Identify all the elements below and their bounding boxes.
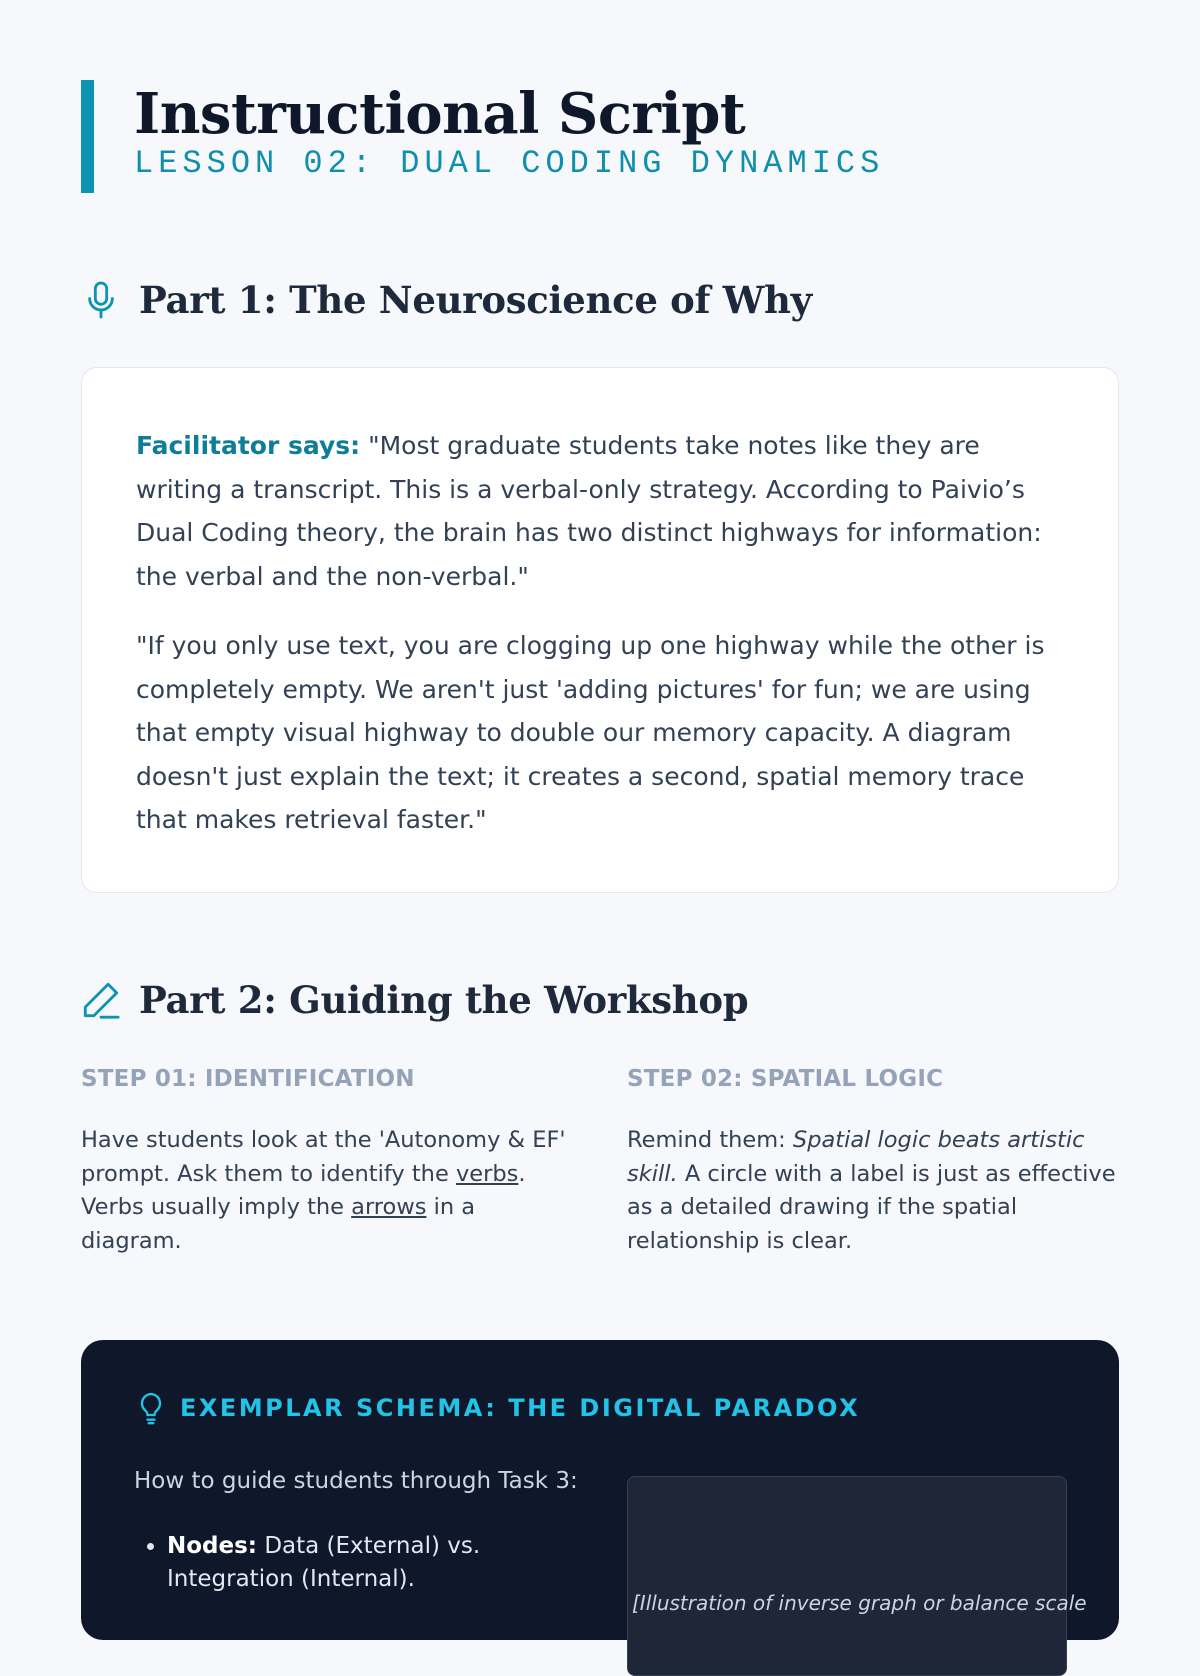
facilitator-paragraph-1	[136, 424, 1064, 598]
pencil-icon	[81, 978, 121, 1022]
lesson-subtitle: LESSON 02: DUAL CODING DYNAMICS	[134, 145, 885, 182]
part1-title: Part 1: The Neuroscience of Why	[139, 278, 812, 322]
illustration-caption: [Illustration of inverse graph or balance scale	[632, 1591, 1087, 1615]
step2-text: Remind them: Spatial logic beats artistic skill. A circle with a label is just as effective as a detailed drawing if the spatial relationship is clear.	[627, 1127, 1116, 1254]
step2-heading: STEP 02: SPATIAL LOGIC	[627, 1066, 944, 1092]
exemplar-title: EXEMPLAR SCHEMA: THE DIGITAL PARADOX	[180, 1394, 861, 1422]
step1-heading: STEP 01: IDENTIFICATION	[81, 1066, 415, 1092]
microphone-icon	[81, 278, 121, 322]
step-spatial-logic	[627, 1066, 1117, 1258]
verbs-underline: verbs	[455, 1160, 519, 1187]
exemplar-intro: How to guide students through Task 3:	[134, 1468, 578, 1494]
exemplar-bullets	[167, 1530, 597, 1596]
arrows-underline: arrows	[351, 1194, 427, 1220]
illustration-placeholder	[627, 1476, 1087, 1676]
page-title: Instructional Script	[134, 81, 746, 147]
list-item: • Nodes: Data (External) vs. Integration (Internal).	[167, 1530, 597, 1596]
part1-heading	[81, 278, 812, 322]
exemplar-label	[134, 1388, 860, 1428]
step-identification	[81, 1066, 581, 1258]
facilitator-card	[81, 367, 1119, 893]
exemplar-panel	[81, 1340, 1119, 1640]
paragraph-1-text: "Most graduate students take notes like they are writing a transcript. This is a verbal-only strategy. According to Paivio’s Dual Coding theory, the brain has two distinct highways for information: the verbal and the non-verbal."	[136, 431, 1042, 591]
facilitator-paragraph-2: "If you only use text, you are clogging up one highway while the other is completely empty. We aren't just 'adding pictures' for fun; we are using that empty visual highway to double our memory capacity. A diagram doesn't just explain the text; it creates a second, spatial memory trace that makes retrieval faster."	[136, 631, 1045, 834]
lightbulb-icon	[134, 1388, 168, 1428]
page-header	[81, 80, 884, 193]
spatial-logic-emphasis: Spatial logic beats artistic skill.	[627, 1127, 1085, 1187]
part2-title: Part 2: Guiding the Workshop	[139, 978, 749, 1022]
part2-heading	[81, 978, 748, 1022]
step1-text: Have students look at the 'Autonomy & EF' prompt. Ask them to identify the verbs. Verbs usually imply the arrows in a diagram.	[81, 1127, 566, 1254]
speaker-label: Facilitator says:	[136, 431, 361, 460]
